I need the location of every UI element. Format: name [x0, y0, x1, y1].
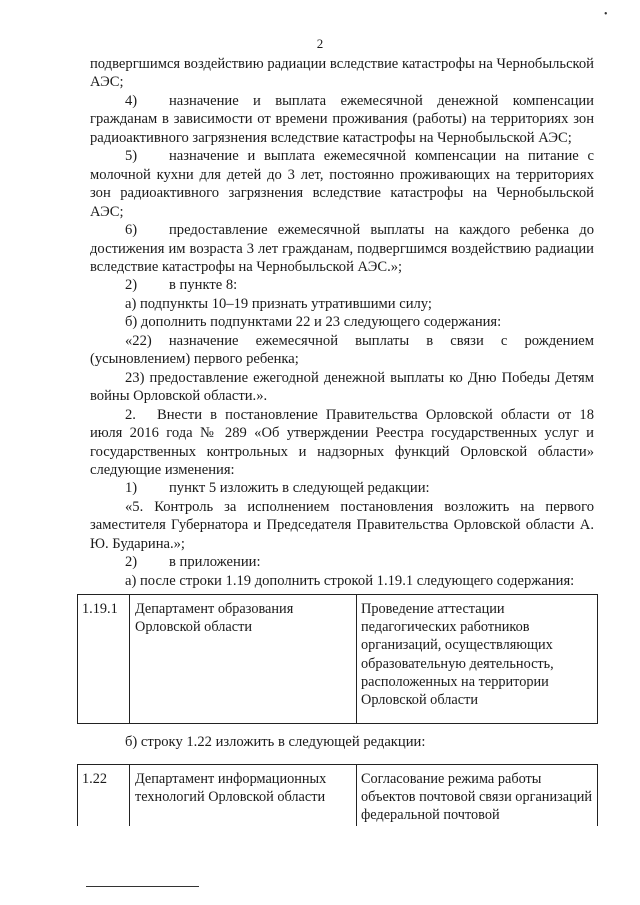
table-row [78, 595, 598, 724]
paragraph-text: б) дополнить подпунктами 22 и 23 следующего содержания: [125, 314, 502, 331]
list-item [90, 479, 594, 497]
paragraph-text: 23) предоставление ежегодной денежной выплаты ко Дню Победы Детям войны Орловской области.». [90, 369, 594, 405]
paragraph-text: а) подпункты 10–19 признать утратившими силу; [125, 295, 432, 312]
paragraph [90, 313, 594, 331]
list-item-number: 6) [125, 222, 138, 239]
paragraph [90, 572, 594, 590]
service-cell: Согласование режима работы объектов почтовой связи организаций федеральной почтовой [357, 765, 598, 834]
list-item-number: 2. [125, 406, 136, 423]
list-item [90, 406, 594, 480]
registry-table-row-1-22 [77, 764, 598, 834]
paragraph-text: «22) назначение ежемесячной выплаты в связи с рождением (усыновлением) первого ребенка; [90, 332, 594, 368]
list-item-text: в пункте 8: [169, 277, 238, 294]
list-item-text: Внести в постановление Правительства Орловской области от 18 июля 2016 года № 289 «Об утверждении Реестра государственных услуг и государственных контрольных и надзорных функций Орловской области» следующие изменения: [90, 406, 594, 478]
department-cell: Департамент образования Орловской области [130, 595, 357, 724]
subpoint-b: б) строку 1.22 изложить в следующей редакции: [125, 734, 426, 750]
list-item [90, 147, 594, 221]
registry-table-row-1-19-1 [77, 594, 598, 724]
list-item-number: 4) [125, 92, 138, 109]
paragraph-text: а) после строки 1.19 дополнить строкой 1.19.1 следующего содержания: [125, 572, 575, 589]
service-cell: Проведение аттестации педагогических работников организаций, осуществляющих образовательную деятельность, расположенных на территории Орловской области [357, 595, 598, 724]
paragraph [90, 498, 594, 553]
list-item-text: назначение и выплата ежемесячной денежной компенсации гражданам в зависимости от времени проживания (работы) на территориях зон радиоактивного загрязнения вследствие катастрофы на Чернобыльской АЭС; [90, 92, 594, 146]
paragraph [90, 332, 594, 369]
department-cell: Департамент информационных технологий Орловской области [130, 765, 357, 834]
list-item [90, 221, 594, 276]
list-item-number: 5) [125, 148, 138, 165]
row-number-cell: 1.22 [78, 765, 130, 834]
paragraph [90, 55, 594, 92]
list-item-number: 2) [125, 277, 138, 294]
paragraph-text: «5. Контроль за исполнением постановления возложить на первого заместителя Губернатора и Председателя Правительства Орловской области А. Ю. Бударина.»; [90, 498, 594, 552]
table-row [78, 765, 598, 834]
footnote-separator [86, 886, 199, 887]
list-item-number: 2) [125, 554, 138, 571]
paragraph [90, 295, 594, 313]
row-number-cell: 1.19.1 [78, 595, 130, 724]
list-item-number: 1) [125, 480, 138, 497]
list-item-text: назначение и выплата ежемесячной компенсации на питание с молочной кухни для детей до 3 лет, постоянно проживающих на территориях зон радиоактивного загрязнения вследствие катастрофы на Чернобыльской АЭС; [90, 148, 594, 220]
list-item-text: предоставление ежемесячной выплаты на каждого ребенка до достижения им возраста 3 лет гражданам, подвергшимся воздействию радиации вследствие катастрофы на Чернобыльской АЭС.»; [90, 222, 594, 275]
list-item-text: в приложении: [169, 554, 261, 571]
paragraph [90, 369, 594, 406]
list-item [90, 276, 594, 294]
list-item [90, 553, 594, 571]
list-item [90, 92, 594, 147]
paragraph-text: подвергшимся воздействию радиации вследствие катастрофы на Чернобыльской АЭС; [90, 56, 594, 91]
document-body [90, 55, 594, 590]
page-cutoff [60, 826, 640, 905]
list-item-text: пункт 5 изложить в следующей редакции: [169, 480, 430, 497]
page-number: 2 [316, 36, 324, 51]
corner-mark: • [604, 9, 608, 20]
